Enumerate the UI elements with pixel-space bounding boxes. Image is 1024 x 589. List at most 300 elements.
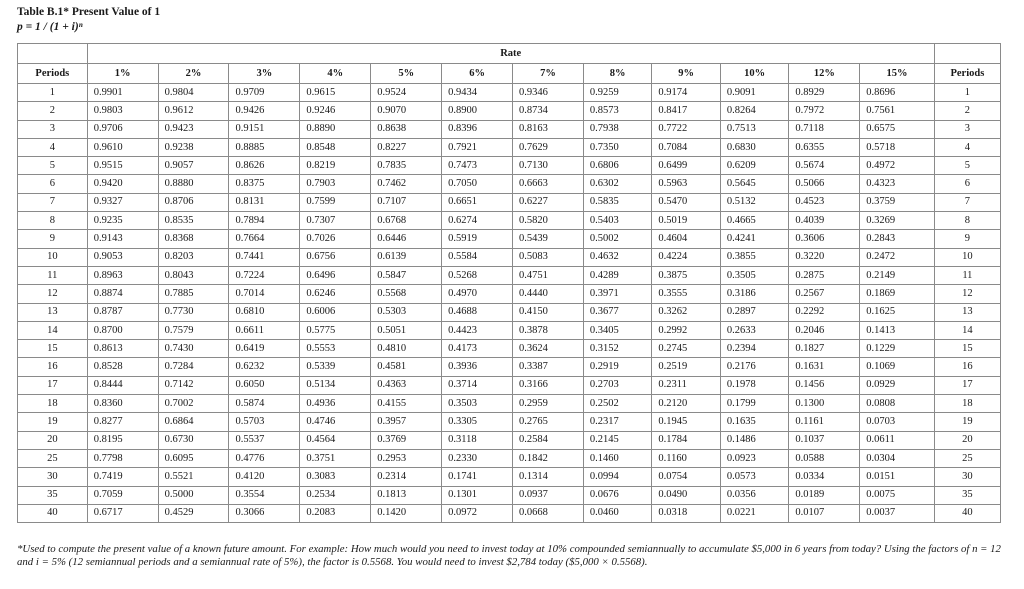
value-cell: 0.6717 <box>87 504 158 522</box>
value-cell: 0.0573 <box>720 468 788 486</box>
value-cell: 0.5403 <box>583 212 651 230</box>
value-cell: 0.3971 <box>583 285 651 303</box>
value-cell: 0.5132 <box>720 193 788 211</box>
value-cell: 0.9091 <box>720 84 788 102</box>
table-row <box>18 120 1001 138</box>
value-cell: 0.5674 <box>789 157 860 175</box>
present-value-table <box>17 43 1001 523</box>
value-cell: 0.2875 <box>789 266 860 284</box>
period-cell-right: 10 <box>934 248 1000 266</box>
value-cell: 0.4224 <box>652 248 720 266</box>
period-cell: 19 <box>18 413 88 431</box>
value-cell: 0.0037 <box>860 504 935 522</box>
value-cell: 0.9327 <box>87 193 158 211</box>
value-cell: 0.6651 <box>442 193 513 211</box>
value-cell: 0.5553 <box>300 340 371 358</box>
value-cell: 0.4746 <box>300 413 371 431</box>
value-cell: 0.5847 <box>371 266 442 284</box>
periods-header: Periods <box>18 64 88 84</box>
value-cell: 0.4776 <box>229 449 300 467</box>
period-cell-right: 11 <box>934 266 1000 284</box>
value-cell: 0.7798 <box>87 449 158 467</box>
period-cell-right: 7 <box>934 193 1000 211</box>
value-cell: 0.7002 <box>158 395 229 413</box>
value-cell: 0.6006 <box>300 303 371 321</box>
period-cell: 2 <box>18 102 88 120</box>
period-cell-right: 1 <box>934 84 1000 102</box>
value-cell: 0.5835 <box>583 193 651 211</box>
value-cell: 0.3118 <box>442 431 513 449</box>
rate-header-1pct: 1% <box>87 64 158 84</box>
period-cell: 20 <box>18 431 88 449</box>
value-cell: 0.5718 <box>860 138 935 156</box>
value-cell: 0.8368 <box>158 230 229 248</box>
value-cell: 0.2145 <box>583 431 651 449</box>
value-cell: 0.4155 <box>371 395 442 413</box>
rate-header-2pct: 2% <box>158 64 229 84</box>
period-cell-right: 6 <box>934 175 1000 193</box>
value-cell: 0.3166 <box>513 376 584 394</box>
value-cell: 0.3677 <box>583 303 651 321</box>
value-cell: 0.7084 <box>652 138 720 156</box>
period-cell-right: 18 <box>934 395 1000 413</box>
value-cell: 0.0075 <box>860 486 935 504</box>
value-cell: 0.4688 <box>442 303 513 321</box>
value-cell: 0.1799 <box>720 395 788 413</box>
value-cell: 0.5339 <box>300 358 371 376</box>
value-cell: 0.0334 <box>789 468 860 486</box>
value-cell: 0.9610 <box>87 138 158 156</box>
value-cell: 0.7026 <box>300 230 371 248</box>
value-cell: 0.4632 <box>583 248 651 266</box>
value-cell: 0.3405 <box>583 321 651 339</box>
value-cell: 0.8573 <box>583 102 651 120</box>
value-cell: 0.2120 <box>652 395 720 413</box>
value-cell: 0.1460 <box>583 449 651 467</box>
value-cell: 0.6499 <box>652 157 720 175</box>
value-cell: 0.2176 <box>720 358 788 376</box>
value-cell: 0.0808 <box>860 395 935 413</box>
value-cell: 0.7561 <box>860 102 935 120</box>
value-cell: 0.6611 <box>229 321 300 339</box>
table-row <box>18 431 1001 449</box>
value-cell: 0.2959 <box>513 395 584 413</box>
value-cell: 0.6050 <box>229 376 300 394</box>
value-cell: 0.4241 <box>720 230 788 248</box>
value-cell: 0.6232 <box>229 358 300 376</box>
value-cell: 0.5874 <box>229 395 300 413</box>
value-cell: 0.0972 <box>442 504 513 522</box>
period-cell-right: 9 <box>934 230 1000 248</box>
value-cell: 0.6810 <box>229 303 300 321</box>
value-cell: 0.3220 <box>789 248 860 266</box>
value-cell: 0.4120 <box>229 468 300 486</box>
value-cell: 0.8417 <box>652 102 720 120</box>
footnote: *Used to compute the present value of a known future amount. For example: How much would you need to invest today at 10% compounded semiannually to accumulate $5,000 in 6 years from today? Using the factors of n = 12 and i = 5% (12 semiannual periods and a semiannual rate of 5%), the factor is 0.5568. You would need to invest $2,784 today ($5,000 × 0.5568). <box>17 543 1001 568</box>
period-cell-right: 13 <box>934 303 1000 321</box>
value-cell: 0.1827 <box>789 340 860 358</box>
value-cell: 0.1486 <box>720 431 788 449</box>
value-cell: 0.0611 <box>860 431 935 449</box>
value-cell: 0.4810 <box>371 340 442 358</box>
value-cell: 0.0490 <box>652 486 720 504</box>
value-cell: 0.8890 <box>300 120 371 138</box>
value-cell: 0.7972 <box>789 102 860 120</box>
table-row <box>18 212 1001 230</box>
value-cell: 0.2567 <box>789 285 860 303</box>
value-cell: 0.9057 <box>158 157 229 175</box>
value-cell: 0.2919 <box>583 358 651 376</box>
value-cell: 0.4289 <box>583 266 651 284</box>
value-cell: 0.5439 <box>513 230 584 248</box>
value-cell: 0.9803 <box>87 102 158 120</box>
table-row <box>18 193 1001 211</box>
period-cell: 12 <box>18 285 88 303</box>
value-cell: 0.8706 <box>158 193 229 211</box>
value-cell: 0.1300 <box>789 395 860 413</box>
table-row <box>18 230 1001 248</box>
table-row <box>18 303 1001 321</box>
rate-header-7pct: 7% <box>513 64 584 84</box>
value-cell: 0.3855 <box>720 248 788 266</box>
value-cell: 0.8963 <box>87 266 158 284</box>
value-cell: 0.5019 <box>652 212 720 230</box>
value-cell: 0.7130 <box>513 157 584 175</box>
value-cell: 0.4751 <box>513 266 584 284</box>
value-cell: 0.7224 <box>229 266 300 284</box>
value-cell: 0.3936 <box>442 358 513 376</box>
value-cell: 0.8528 <box>87 358 158 376</box>
value-cell: 0.2843 <box>860 230 935 248</box>
value-cell: 0.5083 <box>513 248 584 266</box>
value-cell: 0.1741 <box>442 468 513 486</box>
value-cell: 0.0754 <box>652 468 720 486</box>
value-cell: 0.8535 <box>158 212 229 230</box>
value-cell: 0.9053 <box>87 248 158 266</box>
value-cell: 0.4665 <box>720 212 788 230</box>
table-row <box>18 504 1001 522</box>
value-cell: 0.6139 <box>371 248 442 266</box>
value-cell: 0.8219 <box>300 157 371 175</box>
period-cell-right: 8 <box>934 212 1000 230</box>
value-cell: 0.3875 <box>652 266 720 284</box>
period-cell: 40 <box>18 504 88 522</box>
value-cell: 0.8396 <box>442 120 513 138</box>
value-cell: 0.1413 <box>860 321 935 339</box>
rate-header-8pct: 8% <box>583 64 651 84</box>
value-cell: 0.1978 <box>720 376 788 394</box>
value-cell: 0.4523 <box>789 193 860 211</box>
value-cell: 0.8227 <box>371 138 442 156</box>
value-cell: 0.3759 <box>860 193 935 211</box>
rate-header-12pct: 12% <box>789 64 860 84</box>
period-cell: 35 <box>18 486 88 504</box>
value-cell: 0.2472 <box>860 248 935 266</box>
value-cell: 0.3066 <box>229 504 300 522</box>
value-cell: 0.3624 <box>513 340 584 358</box>
value-cell: 0.0923 <box>720 449 788 467</box>
value-cell: 0.7722 <box>652 120 720 138</box>
value-cell: 0.9143 <box>87 230 158 248</box>
period-cell-right: 4 <box>934 138 1000 156</box>
value-cell: 0.4173 <box>442 340 513 358</box>
value-cell: 0.6730 <box>158 431 229 449</box>
period-cell: 13 <box>18 303 88 321</box>
table-row <box>18 321 1001 339</box>
value-cell: 0.7107 <box>371 193 442 211</box>
value-cell: 0.5820 <box>513 212 584 230</box>
value-cell: 0.2992 <box>652 321 720 339</box>
period-cell-right: 16 <box>934 358 1000 376</box>
value-cell: 0.3305 <box>442 413 513 431</box>
value-cell: 0.0356 <box>720 486 788 504</box>
value-cell: 0.0318 <box>652 504 720 522</box>
value-cell: 0.8444 <box>87 376 158 394</box>
value-cell: 0.7350 <box>583 138 651 156</box>
period-cell-right: 19 <box>934 413 1000 431</box>
value-cell: 0.0929 <box>860 376 935 394</box>
table-row <box>18 340 1001 358</box>
value-cell: 0.2897 <box>720 303 788 321</box>
value-cell: 0.7938 <box>583 120 651 138</box>
value-cell: 0.2519 <box>652 358 720 376</box>
value-cell: 0.0588 <box>789 449 860 467</box>
value-cell: 0.4150 <box>513 303 584 321</box>
value-cell: 0.8203 <box>158 248 229 266</box>
value-cell: 0.9434 <box>442 84 513 102</box>
value-cell: 0.6756 <box>300 248 371 266</box>
value-cell: 0.3505 <box>720 266 788 284</box>
value-cell: 0.8696 <box>860 84 935 102</box>
value-cell: 0.7894 <box>229 212 300 230</box>
value-cell: 0.3606 <box>789 230 860 248</box>
value-cell: 0.5303 <box>371 303 442 321</box>
table-row <box>18 468 1001 486</box>
period-cell: 10 <box>18 248 88 266</box>
period-cell: 1 <box>18 84 88 102</box>
value-cell: 0.7629 <box>513 138 584 156</box>
value-cell: 0.7730 <box>158 303 229 321</box>
value-cell: 0.2765 <box>513 413 584 431</box>
rate-header-spacer-right <box>934 44 1000 64</box>
value-cell: 0.9423 <box>158 120 229 138</box>
value-cell: 0.5268 <box>442 266 513 284</box>
value-cell: 0.8880 <box>158 175 229 193</box>
value-cell: 0.2745 <box>652 340 720 358</box>
period-cell: 3 <box>18 120 88 138</box>
value-cell: 0.0676 <box>583 486 651 504</box>
value-cell: 0.8638 <box>371 120 442 138</box>
value-cell: 0.9706 <box>87 120 158 138</box>
value-cell: 0.8277 <box>87 413 158 431</box>
value-cell: 0.6227 <box>513 193 584 211</box>
value-cell: 0.6663 <box>513 175 584 193</box>
value-cell: 0.0937 <box>513 486 584 504</box>
value-cell: 0.8548 <box>300 138 371 156</box>
value-cell: 0.1784 <box>652 431 720 449</box>
value-cell: 0.8195 <box>87 431 158 449</box>
value-cell: 0.2394 <box>720 340 788 358</box>
value-cell: 0.3714 <box>442 376 513 394</box>
value-cell: 0.4604 <box>652 230 720 248</box>
value-cell: 0.3083 <box>300 468 371 486</box>
rate-header-3pct: 3% <box>229 64 300 84</box>
table-row <box>18 102 1001 120</box>
period-cell: 16 <box>18 358 88 376</box>
value-cell: 0.8626 <box>229 157 300 175</box>
value-cell: 0.7059 <box>87 486 158 504</box>
value-cell: 0.7579 <box>158 321 229 339</box>
value-cell: 0.3152 <box>583 340 651 358</box>
value-cell: 0.2584 <box>513 431 584 449</box>
value-cell: 0.7142 <box>158 376 229 394</box>
value-cell: 0.1229 <box>860 340 935 358</box>
period-cell: 25 <box>18 449 88 467</box>
value-cell: 0.3262 <box>652 303 720 321</box>
period-cell-right: 17 <box>934 376 1000 394</box>
value-cell: 0.5537 <box>229 431 300 449</box>
rate-header-5pct: 5% <box>371 64 442 84</box>
value-cell: 0.5002 <box>583 230 651 248</box>
value-cell: 0.6302 <box>583 175 651 193</box>
value-cell: 0.4423 <box>442 321 513 339</box>
value-cell: 0.7921 <box>442 138 513 156</box>
value-cell: 0.0221 <box>720 504 788 522</box>
value-cell: 0.7441 <box>229 248 300 266</box>
value-cell: 0.0460 <box>583 504 651 522</box>
value-cell: 0.1625 <box>860 303 935 321</box>
value-cell: 0.2703 <box>583 376 651 394</box>
period-cell: 18 <box>18 395 88 413</box>
period-cell: 8 <box>18 212 88 230</box>
value-cell: 0.7462 <box>371 175 442 193</box>
value-cell: 0.7419 <box>87 468 158 486</box>
value-cell: 0.5703 <box>229 413 300 431</box>
table-row <box>18 84 1001 102</box>
value-cell: 0.4039 <box>789 212 860 230</box>
rate-label: Rate <box>87 44 934 64</box>
period-cell: 4 <box>18 138 88 156</box>
value-cell: 0.8163 <box>513 120 584 138</box>
value-cell: 0.1037 <box>789 431 860 449</box>
value-cell: 0.4581 <box>371 358 442 376</box>
table-row <box>18 449 1001 467</box>
value-cell: 0.7599 <box>300 193 371 211</box>
value-cell: 0.7885 <box>158 285 229 303</box>
value-cell: 0.8264 <box>720 102 788 120</box>
value-cell: 0.5568 <box>371 285 442 303</box>
value-cell: 0.6095 <box>158 449 229 467</box>
value-cell: 0.4440 <box>513 285 584 303</box>
value-cell: 0.2953 <box>371 449 442 467</box>
value-cell: 0.6274 <box>442 212 513 230</box>
period-cell: 7 <box>18 193 88 211</box>
value-cell: 0.6355 <box>789 138 860 156</box>
value-cell: 0.2046 <box>789 321 860 339</box>
rate-header-6pct: 6% <box>442 64 513 84</box>
period-cell-right: 2 <box>934 102 1000 120</box>
table-row <box>18 486 1001 504</box>
value-cell: 0.3387 <box>513 358 584 376</box>
value-cell: 0.8929 <box>789 84 860 102</box>
value-cell: 0.0994 <box>583 468 651 486</box>
value-cell: 0.9709 <box>229 84 300 102</box>
value-cell: 0.8700 <box>87 321 158 339</box>
value-cell: 0.3957 <box>371 413 442 431</box>
value-cell: 0.1301 <box>442 486 513 504</box>
period-cell-right: 30 <box>934 468 1000 486</box>
value-cell: 0.6446 <box>371 230 442 248</box>
value-cell: 0.8900 <box>442 102 513 120</box>
table-row <box>18 413 1001 431</box>
value-cell: 0.4936 <box>300 395 371 413</box>
value-cell: 0.4972 <box>860 157 935 175</box>
period-cell-right: 15 <box>934 340 1000 358</box>
value-cell: 0.8043 <box>158 266 229 284</box>
value-cell: 0.3503 <box>442 395 513 413</box>
value-cell: 0.1314 <box>513 468 584 486</box>
value-cell: 0.0304 <box>860 449 935 467</box>
rate-header-10pct: 10% <box>720 64 788 84</box>
value-cell: 0.2311 <box>652 376 720 394</box>
value-cell: 0.5134 <box>300 376 371 394</box>
value-cell: 0.2314 <box>371 468 442 486</box>
value-cell: 0.6496 <box>300 266 371 284</box>
value-cell: 0.1456 <box>789 376 860 394</box>
table-row <box>18 175 1001 193</box>
value-cell: 0.2330 <box>442 449 513 467</box>
value-cell: 0.9259 <box>583 84 651 102</box>
value-cell: 0.9804 <box>158 84 229 102</box>
value-cell: 0.9615 <box>300 84 371 102</box>
value-cell: 0.7430 <box>158 340 229 358</box>
period-cell: 30 <box>18 468 88 486</box>
periods-header-right: Periods <box>934 64 1000 84</box>
value-cell: 0.8874 <box>87 285 158 303</box>
value-cell: 0.9238 <box>158 138 229 156</box>
value-cell: 0.3555 <box>652 285 720 303</box>
period-cell-right: 5 <box>934 157 1000 175</box>
value-cell: 0.1842 <box>513 449 584 467</box>
period-cell-right: 25 <box>934 449 1000 467</box>
value-cell: 0.5919 <box>442 230 513 248</box>
value-cell: 0.2534 <box>300 486 371 504</box>
value-cell: 0.9515 <box>87 157 158 175</box>
value-cell: 0.6830 <box>720 138 788 156</box>
value-cell: 0.6806 <box>583 157 651 175</box>
period-cell: 14 <box>18 321 88 339</box>
value-cell: 0.3186 <box>720 285 788 303</box>
period-cell: 6 <box>18 175 88 193</box>
value-cell: 0.1631 <box>789 358 860 376</box>
value-cell: 0.5066 <box>789 175 860 193</box>
value-cell: 0.1635 <box>720 413 788 431</box>
period-cell-right: 40 <box>934 504 1000 522</box>
value-cell: 0.9426 <box>229 102 300 120</box>
table-row <box>18 358 1001 376</box>
value-cell: 0.8375 <box>229 175 300 193</box>
table-row <box>18 157 1001 175</box>
column-header-row <box>18 64 1001 84</box>
value-cell: 0.0107 <box>789 504 860 522</box>
value-cell: 0.0151 <box>860 468 935 486</box>
value-cell: 0.0668 <box>513 504 584 522</box>
period-cell-right: 35 <box>934 486 1000 504</box>
value-cell: 0.4564 <box>300 431 371 449</box>
value-cell: 0.3269 <box>860 212 935 230</box>
period-cell: 5 <box>18 157 88 175</box>
value-cell: 0.9070 <box>371 102 442 120</box>
